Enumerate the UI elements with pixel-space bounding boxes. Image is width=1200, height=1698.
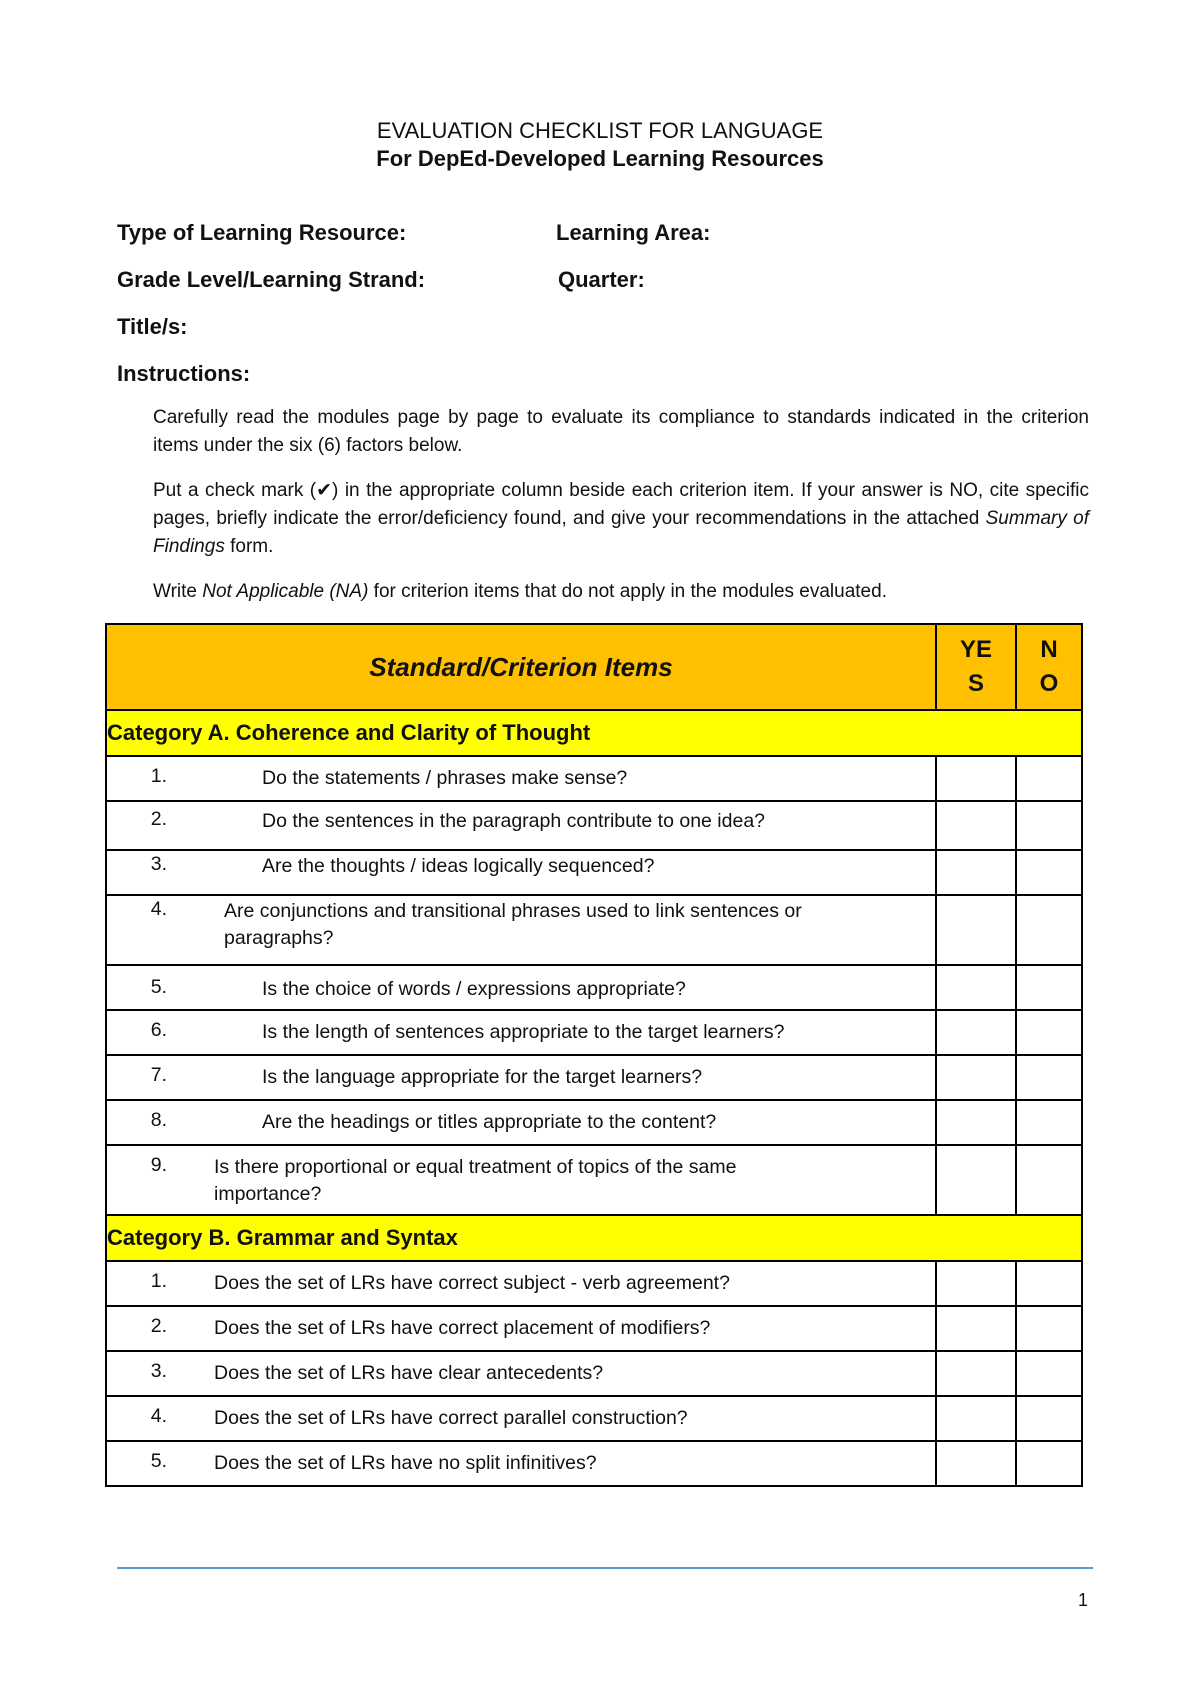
no-header-line-1: N xyxy=(1040,636,1058,663)
yes-checkbox-cell[interactable] xyxy=(936,850,1016,895)
no-checkbox-cell[interactable] xyxy=(1016,895,1082,965)
yes-checkbox-cell[interactable] xyxy=(936,1145,1016,1215)
table-header-row xyxy=(106,624,1082,710)
no-column-header xyxy=(1016,624,1082,710)
type-of-resource-label: Type of Learning Resource: xyxy=(117,220,407,245)
not-applicable-ref: Not Applicable (NA) xyxy=(202,581,369,602)
table-row xyxy=(106,1010,1082,1055)
yes-checkbox-cell[interactable] xyxy=(936,1100,1016,1145)
item-number: 9. xyxy=(150,1154,167,1176)
item-number: 2. xyxy=(150,808,167,830)
learning-area-label: Learning Area: xyxy=(556,220,711,245)
instruction-3-text-a: Write xyxy=(153,581,203,602)
item-number: 3. xyxy=(150,1360,167,1382)
instructions-label: Instructions: xyxy=(117,361,251,386)
no-checkbox-cell[interactable] xyxy=(1016,1351,1082,1396)
yes-checkbox-cell[interactable] xyxy=(936,1441,1016,1486)
instruction-3-text-b: for criterion items that do not apply in the modules evaluated. xyxy=(368,581,887,602)
table-row xyxy=(106,1441,1082,1486)
item-text: Is the language appropriate for the target learners? xyxy=(262,1066,703,1088)
no-checkbox-cell[interactable] xyxy=(1016,1010,1082,1055)
yes-header-line-2: S xyxy=(967,670,984,697)
item-text: Does the set of LRs have correct placement of modifiers? xyxy=(214,1317,711,1339)
no-checkbox-cell[interactable] xyxy=(1016,1396,1082,1441)
yes-column-header xyxy=(936,624,1016,710)
category-row xyxy=(106,710,1082,756)
no-checkbox-cell[interactable] xyxy=(1016,1145,1082,1215)
item-number: 4. xyxy=(150,1405,167,1427)
yes-checkbox-cell[interactable] xyxy=(936,1306,1016,1351)
item-text: Does the set of LRs have correct parallel construction? xyxy=(214,1407,688,1429)
item-text: Do the sentences in the paragraph contribute to one idea? xyxy=(262,810,766,832)
footer-divider xyxy=(117,1567,1093,1569)
item-text: Does the set of LRs have correct subject - verb agreement? xyxy=(214,1272,730,1294)
item-text: Is the choice of words / expressions appropriate? xyxy=(262,978,686,1000)
yes-checkbox-cell[interactable] xyxy=(936,1351,1016,1396)
yes-checkbox-cell[interactable] xyxy=(936,1055,1016,1100)
item-text: Does the set of LRs have no split infinitives? xyxy=(214,1452,597,1474)
instruction-paragraph-2 xyxy=(153,477,1089,561)
item-text: Are conjunctions and transitional phrases used to link sentences or paragraphs? xyxy=(224,900,802,949)
no-checkbox-cell[interactable] xyxy=(1016,965,1082,1010)
table-row xyxy=(106,895,1082,965)
instruction-paragraph-1: Carefully read the modules page by page to evaluate its compliance to standards indicated in the criterion items under the six (6) factors below. xyxy=(153,407,1089,456)
criterion-column-header: Standard/Criterion Items xyxy=(106,624,936,710)
no-checkbox-cell[interactable] xyxy=(1016,1261,1082,1306)
no-checkbox-cell[interactable] xyxy=(1016,1100,1082,1145)
table-row xyxy=(106,1396,1082,1441)
item-number: 2. xyxy=(150,1315,167,1337)
instruction-2-text-a: Put a check mark (✔) in the appropriate column beside each criterion item. If your answer is NO, cite specific pages, briefly indicate the error/deficiency found, and give your recommendations in the attached xyxy=(153,480,1089,529)
table-row xyxy=(106,1145,1082,1215)
category-row xyxy=(106,1215,1082,1261)
item-text: Is the length of sentences appropriate to the target learners? xyxy=(262,1021,785,1043)
table-row xyxy=(106,1306,1082,1351)
yes-checkbox-cell[interactable] xyxy=(936,756,1016,801)
document-subtitle: For DepEd-Developed Learning Resources xyxy=(376,146,824,171)
item-number: 3. xyxy=(150,853,167,875)
item-number: 4. xyxy=(150,898,167,920)
category-b-label: Category B. Grammar and Syntax xyxy=(106,1215,1082,1261)
item-text: Do the statements / phrases make sense? xyxy=(262,767,628,789)
checklist-table xyxy=(105,623,1083,1487)
grade-level-label: Grade Level/Learning Strand: xyxy=(117,267,426,292)
no-checkbox-cell[interactable] xyxy=(1016,850,1082,895)
no-checkbox-cell[interactable] xyxy=(1016,1055,1082,1100)
item-number: 7. xyxy=(150,1064,167,1086)
yes-header-line-1: YE xyxy=(959,636,992,663)
yes-checkbox-cell[interactable] xyxy=(936,1396,1016,1441)
table-row xyxy=(106,756,1082,801)
table-row xyxy=(106,1261,1082,1306)
item-text: Are the thoughts / ideas logically sequenced? xyxy=(262,855,655,877)
item-number: 1. xyxy=(150,1270,167,1292)
item-number: 1. xyxy=(150,765,167,787)
category-a-label: Category A. Coherence and Clarity of Thought xyxy=(106,710,1082,756)
table-row xyxy=(106,1100,1082,1145)
instruction-2-text-b: form. xyxy=(224,536,274,557)
quarter-label: Quarter: xyxy=(558,267,645,292)
yes-checkbox-cell[interactable] xyxy=(936,895,1016,965)
table-row xyxy=(106,850,1082,895)
yes-checkbox-cell[interactable] xyxy=(936,1261,1016,1306)
table-row xyxy=(106,1351,1082,1396)
no-checkbox-cell[interactable] xyxy=(1016,1306,1082,1351)
no-checkbox-cell[interactable] xyxy=(1016,756,1082,801)
item-number: 6. xyxy=(150,1019,167,1041)
yes-checkbox-cell[interactable] xyxy=(936,1010,1016,1055)
item-number: 8. xyxy=(150,1109,167,1131)
yes-checkbox-cell[interactable] xyxy=(936,801,1016,850)
summary-of-findings-ref: Summary of Findings xyxy=(153,508,1089,557)
no-checkbox-cell[interactable] xyxy=(1016,801,1082,850)
item-text: Does the set of LRs have clear antecedents? xyxy=(214,1362,604,1384)
title-label: Title/s: xyxy=(117,314,188,339)
no-header-line-2: O xyxy=(1039,670,1059,697)
table-row xyxy=(106,965,1082,1010)
yes-checkbox-cell[interactable] xyxy=(936,965,1016,1010)
item-text: Is there proportional or equal treatment of topics of the same importance? xyxy=(214,1156,737,1205)
item-number: 5. xyxy=(150,976,167,998)
document-title: EVALUATION CHECKLIST FOR LANGUAGE xyxy=(376,118,824,143)
no-checkbox-cell[interactable] xyxy=(1016,1441,1082,1486)
table-row xyxy=(106,801,1082,850)
item-number: 5. xyxy=(150,1450,167,1472)
page-number: 1 xyxy=(1078,1590,1089,1610)
item-text: Are the headings or titles appropriate to the content? xyxy=(262,1111,717,1133)
instruction-paragraph-3 xyxy=(153,578,1089,606)
table-row xyxy=(106,1055,1082,1100)
